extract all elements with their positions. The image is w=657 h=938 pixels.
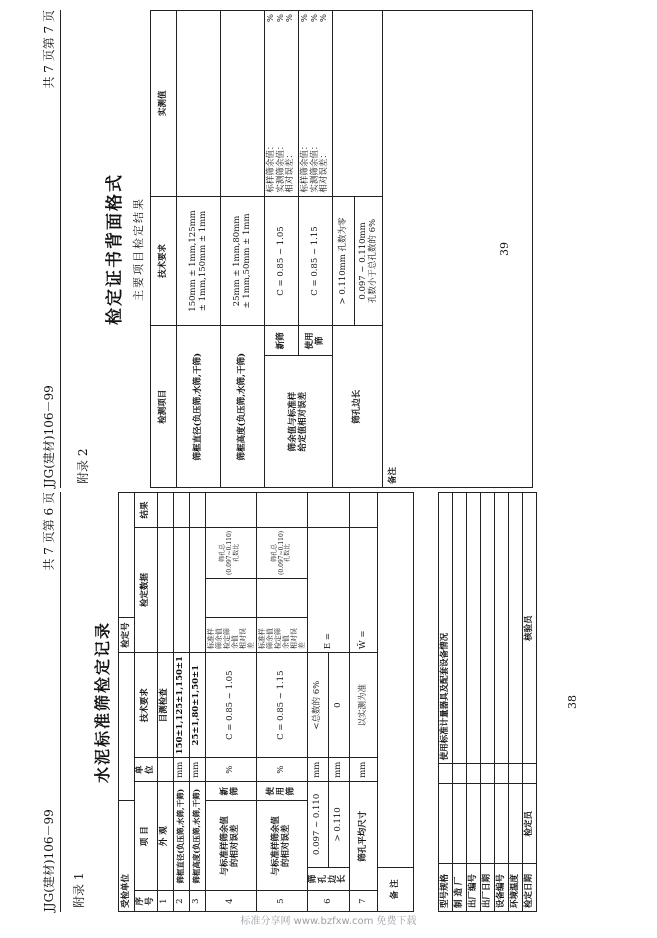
- cert-no-label: 检定号: [119, 618, 135, 653]
- table-cell: 以实测为准: [350, 653, 378, 758]
- col-result: 结果: [135, 493, 158, 528]
- table-row: 筛框高度(负压筛,水筛,干筛): [221, 326, 265, 488]
- side-line: 筛孔总: [270, 543, 278, 562]
- equip-label: 环境温度: [509, 864, 523, 912]
- remark-label: 备 注: [378, 867, 414, 911]
- table-cell: 目测检查: [157, 653, 173, 758]
- measured-cell: [265, 11, 299, 197]
- item-line: 的相对误差: [229, 824, 240, 868]
- row-no: 6: [308, 891, 350, 912]
- measured-cell: [177, 11, 221, 197]
- meas-line: 相对误差：: [285, 150, 296, 193]
- appendix-label: 附录 1: [72, 872, 86, 908]
- w-cell: W̄ =: [350, 527, 378, 652]
- row-no: 3: [189, 891, 205, 912]
- unit-cell: mm: [350, 758, 378, 782]
- unit-cell: mm: [329, 758, 350, 782]
- table-cell: > 0.110: [329, 782, 350, 867]
- e-cell: E =: [308, 527, 350, 652]
- table-row: 筛孔平均尺寸: [350, 782, 378, 891]
- item-line: 给定值相对误差: [297, 391, 308, 452]
- table-row: 外 观: [157, 782, 173, 891]
- meas-line: 检定筛余值: [222, 628, 239, 650]
- equip-label: 检定日期: [523, 864, 537, 912]
- table-cell: C = 0.85 ~ 1.05: [205, 653, 256, 758]
- table-cell: [221, 196, 265, 326]
- table-row: 筛框直径(负压筛,水筛,干筛): [177, 326, 221, 488]
- meas-line: 标样筛余值：: [265, 141, 276, 193]
- req-line: 150mm ± 1mm,125mm: [187, 210, 198, 312]
- equipment-table: [438, 492, 537, 912]
- unit-cell: %: [256, 758, 307, 782]
- table-row: 筛框直径(负压筛,水筛,干筛): [173, 782, 189, 891]
- side-line: 孔数比: [233, 543, 241, 562]
- sub-new: 新筛: [205, 782, 256, 801]
- col-item: 项 目: [135, 782, 158, 891]
- results-table: [150, 10, 533, 488]
- side-cell: [256, 527, 307, 578]
- row-no: 7: [350, 891, 378, 912]
- unit-cell: mm: [308, 758, 329, 782]
- meas-cell: [205, 618, 256, 653]
- req-line: ± 1mm,50mm ± 1mm: [241, 213, 252, 309]
- sub-new: 新筛: [265, 326, 299, 356]
- equip-title: 使用标准计量器具及配套设备情况: [439, 493, 453, 764]
- unit-cell: %: [205, 758, 256, 782]
- table-row: [308, 867, 350, 891]
- equip-label: 出厂日期: [481, 864, 495, 912]
- page-38: [38, 492, 618, 912]
- header-rule: [60, 10, 61, 488]
- table-title: 主要项目检定结果: [132, 197, 145, 301]
- item-line: 与标准样筛余值: [271, 816, 282, 876]
- item-line: 与标准样筛余值: [219, 816, 230, 876]
- item-line: 筛孔: [308, 874, 328, 884]
- equip-label: 制 造 厂: [453, 864, 467, 912]
- table-cell: 0: [329, 653, 350, 758]
- side-line: (0.097~0.110): [277, 530, 285, 575]
- row-no: 2: [173, 891, 189, 912]
- watermark-footer: 标准分享网 www.bzfxw.com 免费下载: [240, 916, 417, 927]
- equip-label: 设备编号: [495, 864, 509, 912]
- page-number: 38: [566, 695, 579, 709]
- col-unit: 单位: [135, 758, 158, 782]
- req-line: 孔数小于总孔数的 6%: [367, 218, 378, 304]
- meas-line: 相对误差：: [319, 150, 330, 193]
- unit: %: [319, 14, 330, 23]
- inspector-label: 检定员: [523, 784, 537, 864]
- meas-line: 相对误差: [238, 628, 255, 650]
- table-cell: [355, 196, 383, 326]
- table-row: 筛框高度(负压筛,水筛,干筛): [189, 782, 205, 891]
- row-no: 1: [157, 891, 173, 912]
- side-line: 孔数比: [284, 543, 292, 562]
- unit-cell: mm: [189, 758, 205, 782]
- meas-line: 实测筛余值：: [275, 141, 286, 193]
- side-line: (0.097~0.110): [226, 530, 234, 575]
- table-row: [256, 801, 307, 891]
- unit: %: [265, 14, 276, 23]
- standard-number: JJG(建材)106－99: [42, 809, 56, 912]
- remark-cell: 备注: [383, 11, 533, 488]
- req-line: ± 1mm,150mm ± 1mm: [197, 210, 208, 312]
- meas-line: 相对误差: [290, 628, 307, 650]
- row-no: 4: [205, 891, 256, 912]
- table-cell: C = 0.85 ~ 1.15: [299, 196, 333, 326]
- standard-number: JJG(建材)106－99: [42, 385, 56, 488]
- meas-line: 标准样筛余值: [257, 628, 274, 650]
- table-row: 筛孔边长: [333, 326, 383, 488]
- col-data: 检定数据: [135, 527, 158, 652]
- page-title: 检定证书背面格式: [105, 173, 125, 325]
- measured-cell: [299, 11, 333, 197]
- sub-used: 使用筛: [299, 326, 333, 356]
- col-item-header: 检测项目: [151, 326, 177, 488]
- unit: %: [275, 14, 286, 23]
- verifier-label: 核验员: [523, 493, 537, 764]
- table-row: [265, 356, 333, 488]
- measured-cell: [333, 11, 383, 197]
- record-table: [118, 492, 414, 912]
- page-39: [38, 10, 618, 488]
- page-count: 共 7 页第 6 页: [42, 492, 56, 571]
- unit: %: [285, 14, 296, 23]
- table-cell: 0.097 ~ 0.110: [308, 782, 329, 867]
- meas-cell: [256, 618, 307, 653]
- side-line: 筛孔总: [219, 543, 227, 562]
- table-row: [205, 801, 256, 891]
- table-cell: 150±1,125±1,150±1: [173, 653, 189, 758]
- col-measured-header: 实测值: [151, 11, 177, 197]
- page-count: 共 7 页第 7 页: [42, 10, 56, 89]
- equip-label: 出厂编号: [467, 864, 481, 912]
- table-cell: 25±1,80±1,50±1: [189, 653, 205, 758]
- unit: %: [299, 14, 310, 23]
- page-title: 水泥标准筛检定记录: [93, 621, 112, 784]
- item-line: 的相对误差: [280, 824, 291, 868]
- col-req: 技术要求: [135, 653, 158, 758]
- item-line: 边长: [327, 874, 348, 884]
- header-rule: [60, 492, 61, 912]
- table-cell: > 0.110mm 孔数为零: [333, 196, 355, 326]
- page-header: [38, 10, 60, 488]
- table-cell: <总数的 6%: [308, 653, 329, 758]
- req-line: 25mm ± 1mm,80mm: [231, 215, 242, 307]
- req-line: 0.097 ~ 0.110mm: [357, 222, 368, 300]
- meas-line: 标准样筛余值: [206, 628, 223, 650]
- page-header: [38, 492, 60, 912]
- measured-cell: [221, 11, 265, 197]
- col-no: 序号: [135, 891, 158, 912]
- equip-label: 型号规格: [439, 864, 453, 912]
- table-cell: C = 0.85 ~ 1.05: [265, 196, 299, 326]
- page-number: 39: [498, 242, 511, 256]
- inspected-unit-label: 受检单位: [119, 801, 135, 912]
- sub-used: 使用筛: [256, 782, 307, 801]
- item-line: 筛余值与标准样: [287, 391, 298, 452]
- unit: %: [309, 14, 320, 23]
- unit-cell: mm: [173, 758, 189, 782]
- table-cell: C = 0.85 ~ 1.15: [256, 653, 307, 758]
- table-cell: [177, 196, 221, 326]
- col-req-header: 技术要求: [151, 196, 177, 326]
- row-no: 5: [256, 891, 307, 912]
- meas-line: 实测筛余值：: [309, 141, 320, 193]
- appendix-label: 附录 2: [76, 448, 90, 484]
- meas-line: 标样筛余值：: [299, 141, 310, 193]
- meas-line: 检定筛余值: [273, 628, 290, 650]
- side-cell: [205, 527, 256, 578]
